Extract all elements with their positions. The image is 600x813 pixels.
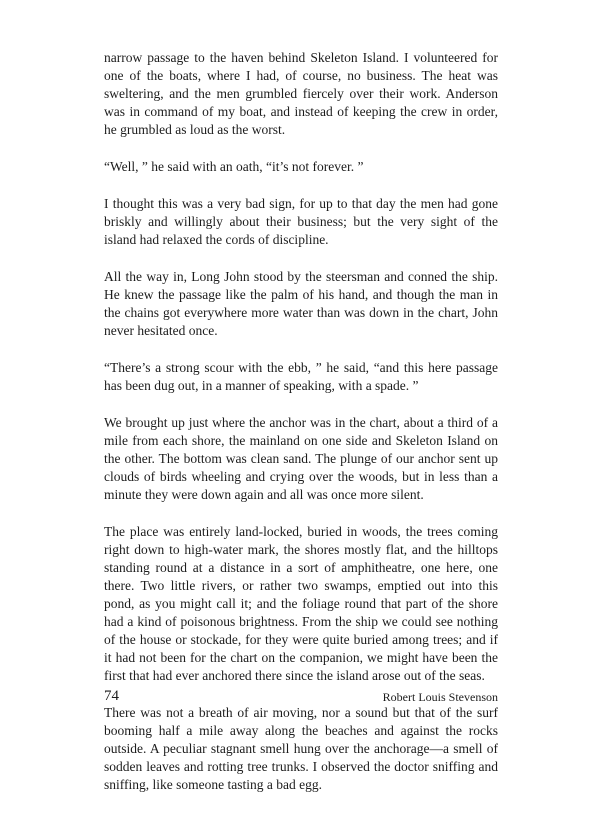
author-name: Robert Louis Stevenson — [382, 690, 498, 704]
page-footer — [104, 686, 498, 706]
paragraph-6: We brought up just where the anchor was in the chart, about a third of a mile from each shore, the mainland on one side and Skeleton Island on the other. The bottom was clean sand. The plunge of our anchor sent up clouds of birds wheeling and crying over the woods, but in less than a minute they were down again and all was once more silent. — [104, 415, 498, 502]
paragraph-4: All the way in, Long John stood by the steersman and conned the ship. He knew the passage like the palm of his hand, and though the man in the chains got everywhere more water than was down in the chart, John never hesitated once. — [104, 269, 498, 338]
page-number: 74 — [104, 688, 119, 704]
paragraph-1: narrow passage to the haven behind Skeleton Island. I volunteered for one of the boats, where I had, of course, no business. The heat was sweltering, and the men grumbled fiercely over their work. Anderson was in command of my boat, and instead of keeping the crew in order, he grumbled as loud as the worst. — [104, 50, 498, 137]
paragraph-3: I thought this was a very bad sign, for up to that day the men had gone briskly and willingly about their business; but the very sight of the island had relaxed the cords of discipline. — [104, 196, 498, 247]
paragraph-7: The place was entirely land-locked, buried in woods, the trees coming right down to high-water mark, the shores mostly flat, and the hilltops standing round at a distance in a sort of amphitheatre, one here, one there. Two little rivers, or rather two swamps, emptied out into this pond, as you might call it; and the foliage round that part of the shore had a kind of poisonous brightness. From the ship we could see nothing of the house or stockade, for they were quite buried among trees; and if it had not been for the chart on the companion, we might have been the first that had ever anchored there since the island arose out of the seas. — [104, 524, 498, 683]
paragraph-5: “There’s a strong scour with the ebb, ” he said, “and this here passage has been dug out, in a manner of speaking, with a spade. ” — [104, 360, 498, 393]
paragraph-8: There was not a breath of air moving, nor a sound but that of the surf booming half a mile away along the beaches and against the rocks outside. A peculiar stagnant smell hung over the anchorage—a smell of sodden leaves and rotting tree trunks. I observed the doctor sniffing and sniffing, like someone tasting a bad egg. — [104, 705, 498, 792]
paragraph-2: “Well, ” he said with an oath, “it’s not forever. ” — [104, 159, 364, 174]
